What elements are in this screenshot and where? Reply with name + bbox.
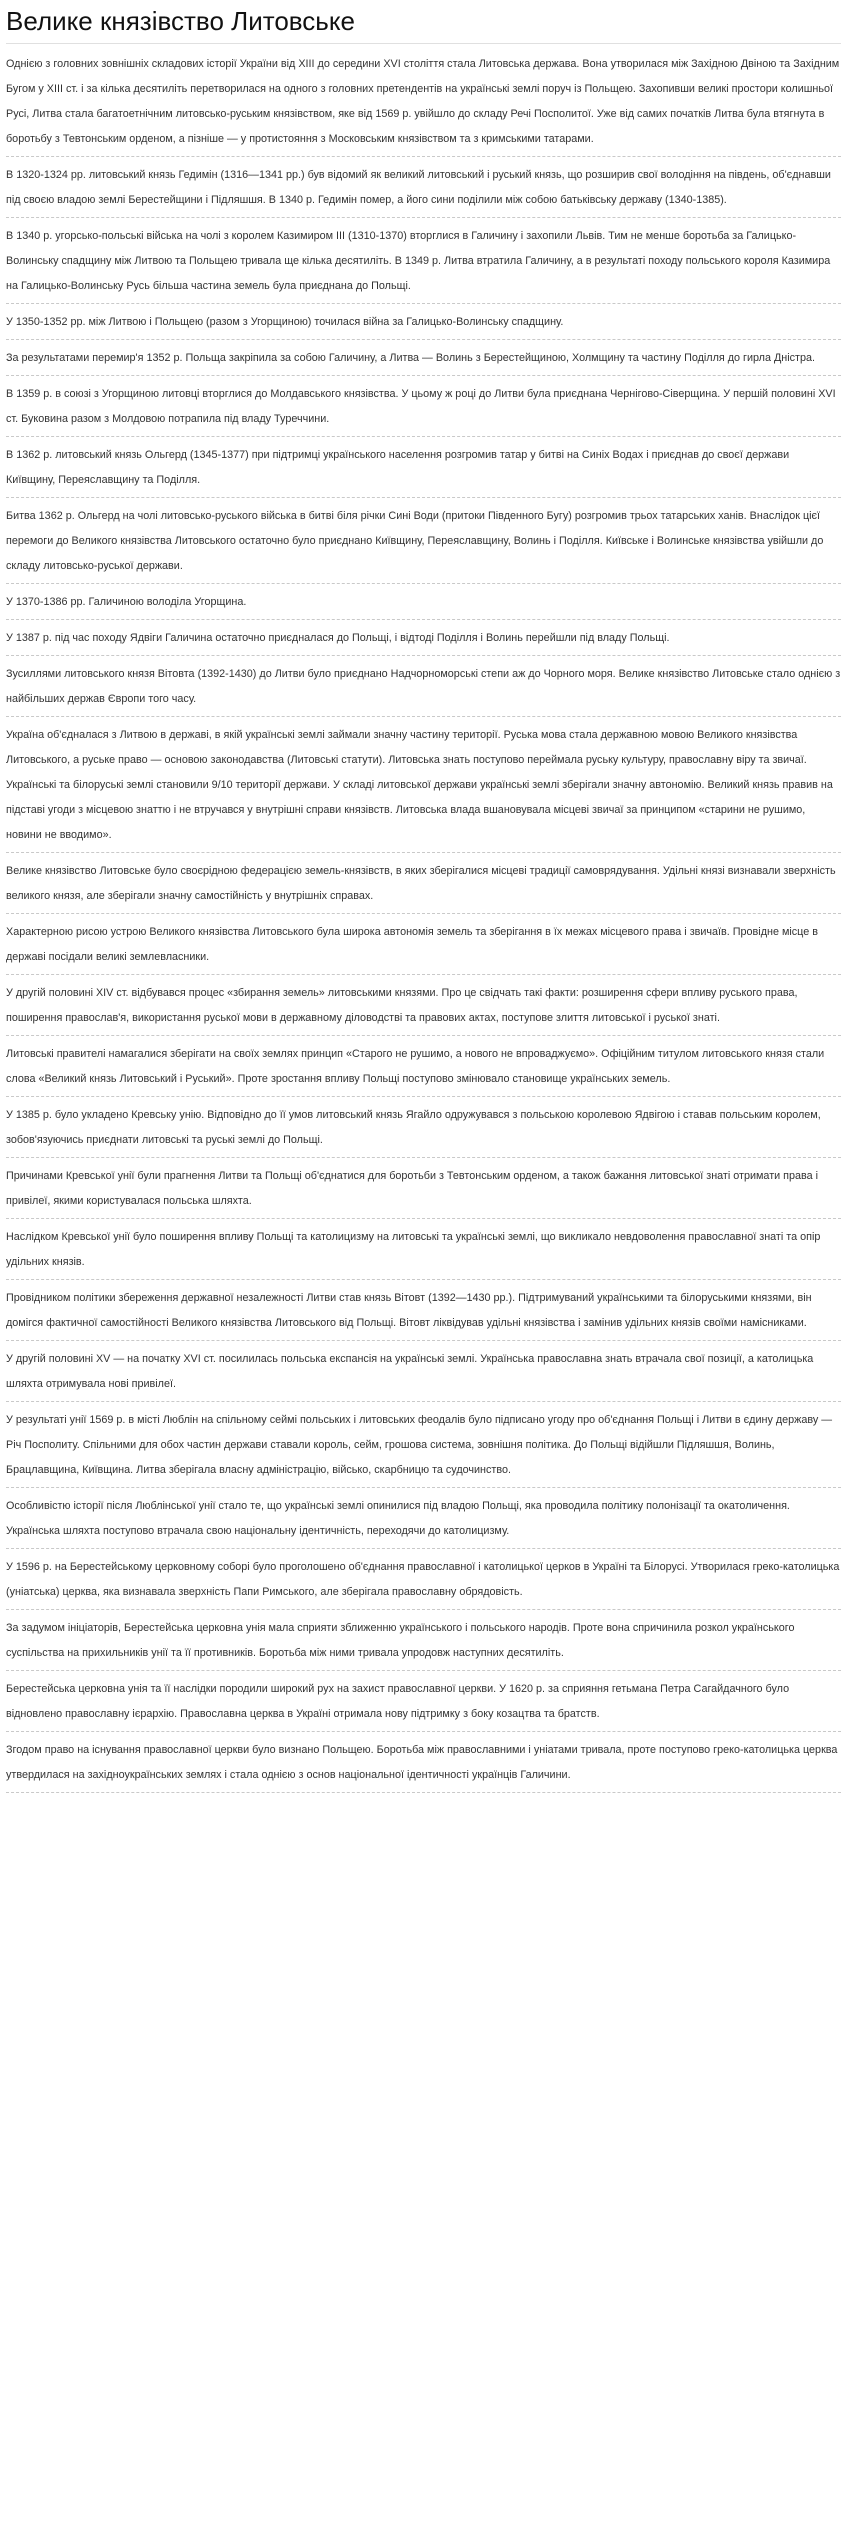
paragraph-22: У результаті унії 1569 р. в місті Люблін на спільному сеймі польських і литовських феодалів було підписано угоду про об'єднання Польщі і Литви в єдину державу — Річ Посполиту. Спільними для обох частин держави ставали король, сейм, грошова система, зовнішня політика. До Польщі відійшли Підляшшя, Волинь, Брацлавщина, Київщина. Литва зберігала власну адміністрацію, військо, скарбницю та судочинство. xyxy=(6,1408,841,1488)
paragraph-18: Причинами Кревської унії були прагнення Литви та Польщі об'єднатися для боротьби з Тевтонським орденом, а також бажання литовської знаті отримати права і привілеї, якими користувалася польська шляхта. xyxy=(6,1164,841,1219)
paragraph-4: У 1350-1352 рр. між Литвою і Польщею (разом з Угорщиною) точилася війна за Галицько-Волинську спадщину. xyxy=(6,310,841,340)
paragraph-21: У другій половині XV — на початку XVI ст. посилилась польська експансія на українські землі. Українська православна знать втрачала свої позиції, а католицька шляхта отримувала нові привілеї. xyxy=(6,1347,841,1402)
paragraph-8: Битва 1362 р. Ольгерд на чолі литовсько-руського війська в битві біля річки Сині Води (притоки Південного Бугу) розгромив трьох татарських ханів. Внаслідок цієї перемоги до Великого князівства Литовського остаточно було приєднано Київщину, Переяславщину, Волинь і Поділля. Київське і Волинське князівства увійшли до складу литовсько-руської держави. xyxy=(6,504,841,584)
paragraph-23: Особливістю історії після Люблінської унії стало те, що українські землі опинилися під владою Польщі, яка проводила політику полонізації та окатоличення. Українська шляхта поступово втрачала свою національну ідентичність, переходячи до католицизму. xyxy=(6,1494,841,1549)
paragraph-15: У другій половині XIV ст. відбувався процес «збирання земель» литовськими князями. Про це свідчать такі факти: розширення сфери впливу руського права, поширення православ'я, використання руської мови в державному діловодстві та правових актах, поступове злиття литовської і руської знаті. xyxy=(6,981,841,1036)
paragraph-11: Зусиллями литовського князя Вітовта (1392-1430) до Литви було приєднано Надчорноморські степи аж до Чорного моря. Велике князівство Литовське стало однією з найбільших держав Європи того часу. xyxy=(6,662,841,717)
paragraph-5: За результатами перемир'я 1352 р. Польща закріпила за собою Галичину, а Литва — Волинь з Берестейщиною, Холмщину та частину Поділля до гирла Дністра. xyxy=(6,346,841,376)
paragraph-13: Велике князівство Литовське було своєрідною федерацією земель-князівств, в яких зберігалися місцеві традиції самоврядування. Удільні князі визнавали зверхність великого князя, але зберігали значну самостійність у внутрішніх справах. xyxy=(6,859,841,914)
paragraph-3: В 1340 р. угорсько-польські війська на чолі з королем Казимиром III (1310-1370) вторглися в Галичину і захопили Львів. Тим не менше боротьба за Галицько-Волинську спадщину між Литвою та Польщею тривала ще кілька десятиліть. В 1349 р. Литва втратила Галичину, а в результаті походу польського короля Казимира на Галицько-Волинську Русь більша частина земель була приєднана до Польщі. xyxy=(6,224,841,304)
paragraph-25: За задумом ініціаторів, Берестейська церковна унія мала сприяти зближенню українського і польського народів. Проте вона спричинила розкол українського суспільства на прихильників унії та її противників. Боротьба між ними тривала упродовж наступних десятиліть. xyxy=(6,1616,841,1671)
paragraph-7: В 1362 р. литовський князь Ольгерд (1345-1377) при підтримці українського населення розгромив татар у битві на Синіх Водах і приєднав до своєї держави Київщину, Переяславщину та Поділля. xyxy=(6,443,841,498)
article-body xyxy=(6,52,841,1793)
paragraph-10: У 1387 р. під час походу Ядвіги Галичина остаточно приєдналася до Польщі, і відтоді Поділля і Волинь перейшли під владу Польщі. xyxy=(6,626,841,656)
paragraph-19: Наслідком Кревської унії було поширення впливу Польщі та католицизму на литовські та українські землі, що викликало невдоволення православної знаті та опір удільних князів. xyxy=(6,1225,841,1280)
paragraph-26: Берестейська церковна унія та її наслідки породили широкий рух на захист православної церкви. У 1620 р. за сприяння гетьмана Петра Сагайдачного було відновлено православну ієрархію. Православна церква в Україні отримала нову підтримку з боку козацтва та братств. xyxy=(6,1677,841,1732)
paragraph-17: У 1385 р. було укладено Кревську унію. Відповідно до її умов литовський князь Ягайло одружувався з польською королевою Ядвігою і ставав польським королем, зобов'язуючись приєднати литовські та руські землі до Польщі. xyxy=(6,1103,841,1158)
paragraph-27: Згодом право на існування православної церкви було визнано Польщею. Боротьба між православними і уніатами тривала, проте поступово греко-католицька церква утвердилася на західноукраїнських землях і стала однією з основ національної ідентичності українців Галичини. xyxy=(6,1738,841,1793)
page-title: Велике князівство Литовське xyxy=(6,6,841,44)
paragraph-9: У 1370-1386 рр. Галичиною володіла Угорщина. xyxy=(6,590,841,620)
paragraph-24: У 1596 р. на Берестейському церковному соборі було проголошено об'єднання православної і католицької церков в Україні та Білорусі. Утворилася греко-католицька (уніатська) церква, яка визнавала зверхність Папи Римського, але зберігала православну обрядовість. xyxy=(6,1555,841,1610)
paragraph-16: Литовські правителі намагалися зберігати на своїх землях принцип «Старого не рушимо, а нового не впроваджуємо». Офіційним титулом литовського князя стали слова «Великий князь Литовський і Руський». Проте зростання впливу Польщі поступово змінювало становище українських земель. xyxy=(6,1042,841,1097)
paragraph-1: Однією з головних зовнішніх складових історії України від XIII до середини XVI століття стала Литовська держава. Вона утворилася між Західною Двіною та Західним Бугом у XIII ст. і за кілька десятиліть перетворилася на одного з головних претендентів на українські землі поруч із Польщею. Захопивши великі простори колишньої Русі, Литва стала багатоетнічним литовсько-руським князівством, яке від 1569 р. увійшло до складу Речі Посполитої. Уже від самих початків Литва була втягнута в боротьбу з Тевтонським орденом, а пізніше — у протистояння з Московським князівством та з кримськими татарами. xyxy=(6,52,841,157)
paragraph-14: Характерною рисою устрою Великого князівства Литовського була широка автономія земель та зберігання в їх межах місцевого права і звичаїв. Провідне місце в державі посідали великі землевласники. xyxy=(6,920,841,975)
paragraph-2: В 1320-1324 рр. литовський князь Гедимін (1316—1341 рр.) був відомий як великий литовський і руський князь, що розширив свої володіння на південь, об'єднавши під своєю владою землі Берестейщини і Підляшшя. В 1340 р. Гедимін помер, а його сини поділили між собою батьківську державу (1340-1385). xyxy=(6,163,841,218)
paragraph-12: Україна об'єдналася з Литвою в державі, в якій українські землі займали значну частину території. Руська мова стала державною мовою Великого князівства Литовського, а руське право — основою законодавства (Литовські статути). Литовська знать поступово переймала руську культуру, православну віру та звичаї. Українські та білоруські землі становили 9/10 території держави. У складі литовської держави українські землі зберігали значну автономію. Великий князь правив на підставі угоди з місцевою знаттю і не втручався у внутрішні справи князівств. Литовська влада вшановувала місцеві звичаї за принципом «старини не рушимо, новини не вводимо». xyxy=(6,723,841,853)
paragraph-6: В 1359 р. в союзі з Угорщиною литовці вторглися до Молдавського князівства. У цьому ж році до Литви була приєднана Чернігово-Сіверщина. У першій половині XVI ст. Буковина разом з Молдовою потрапила під владу Туреччини. xyxy=(6,382,841,437)
paragraph-20: Провідником політики збереження державної незалежності Литви став князь Вітовт (1392—1430 рр.). Підтримуваний українськими та білоруськими князями, він домігся фактичної самостійності Великого князівства Литовського від Польщі. Вітовт ліквідував удільні князівства і замінив удільних князів своїми намісниками. xyxy=(6,1286,841,1341)
